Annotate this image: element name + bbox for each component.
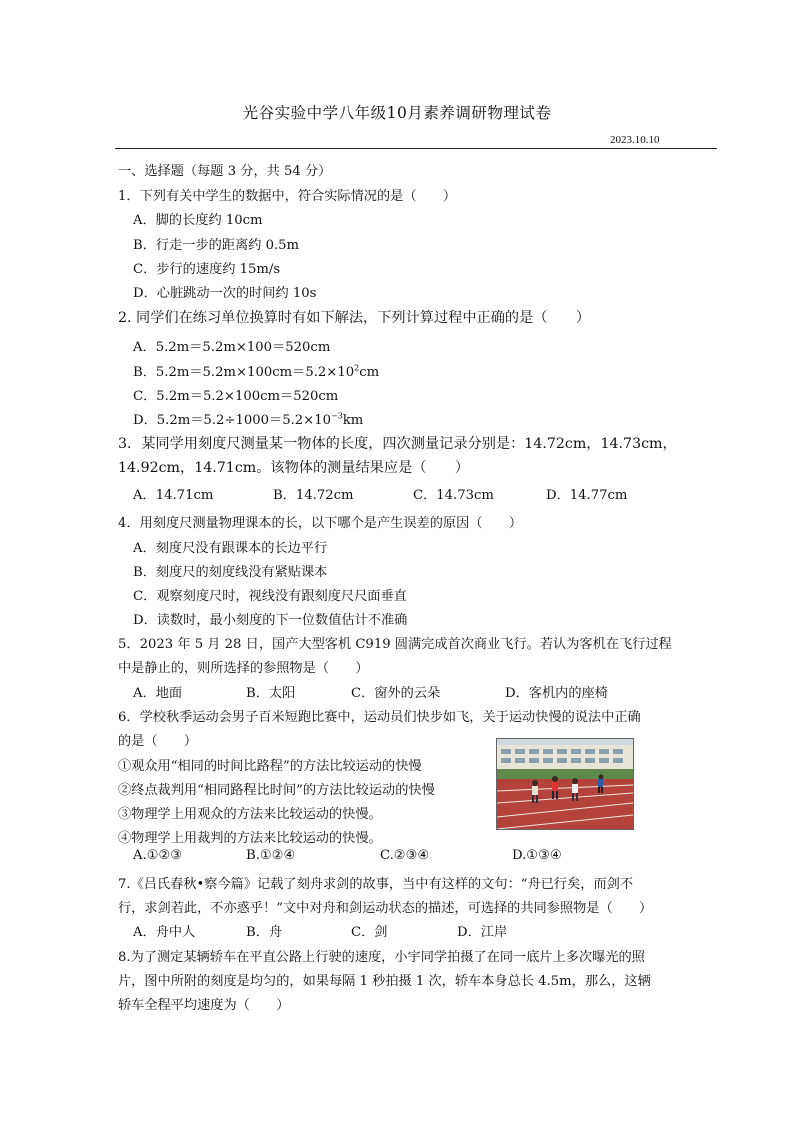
- exam-date: 2023.10.10: [610, 134, 660, 146]
- question-7-stem-line-1: 7.《吕氏春秋•察今篇》记载了刻舟求剑的故事，当中有这样的文句：“舟已行矣，而剑不: [118, 877, 634, 892]
- question-5-option-c: C．窗外的云朵: [351, 686, 441, 701]
- question-6-statement-4: ④物理学上用裁判的方法来比较运动的快慢。: [118, 831, 382, 846]
- header-rule: [115, 148, 717, 149]
- question-5-stem-line-2: 中是静止的，则所选择的参照物是（ ）: [118, 661, 369, 676]
- question-2-option-d-main: D．5.2m＝5.2÷1000＝5.2×10: [133, 413, 331, 428]
- question-6-option-a: A.①②③: [133, 848, 183, 863]
- question-8-stem-line-1: 8.为了测定某辆轿车在平直公路上行驶的速度，小宇同学拍摄了在同一底片上多次曝光的照: [118, 950, 645, 965]
- sprint-race-photo-image: [497, 739, 633, 829]
- question-4-option-b: B．刻度尺的刻度线没有紧贴课本: [133, 565, 328, 580]
- question-2-option-a: A．5.2m＝5.2m×100＝520cm: [133, 340, 331, 355]
- question-5-option-d: D．客机内的座椅: [505, 686, 608, 701]
- question-2-option-d: [133, 409, 363, 428]
- question-2-option-b-exponent: 2: [354, 363, 360, 373]
- page-title: 光谷实验中学八年级10月素养调研物理试卷: [242, 104, 552, 122]
- question-7-option-c: C．剑: [351, 925, 388, 940]
- question-6-statement-1: ①观众用“相同的时间比路程”的方法比较运动的快慢: [118, 759, 422, 774]
- question-7-option-a: A．舟中人: [133, 925, 196, 940]
- question-4-option-c: C．观察刻度尺时，视线没有跟刻度尺尺面垂直: [133, 589, 407, 604]
- question-4-stem: 4．用刻度尺测量物理课本的长，以下哪个是产生误差的原因（ ）: [118, 516, 523, 531]
- question-4-option-d: D．读数时，最小刻度的下一位数值估计不准确: [133, 613, 408, 628]
- question-2-option-c: C．5.2m＝5.2×100cm＝520cm: [133, 389, 339, 404]
- question-6-stem-line-1: 6．学校秋季运动会男子百米短跑比赛中，运动员们快步如飞，关于运动快慢的说法中正确: [118, 710, 641, 725]
- question-3-option-c: C．14.73cm: [413, 488, 494, 503]
- question-5-stem-line-1: 5．2023 年 5 月 28 日，国产大型客机 C919 圆满完成首次商业飞行。若认为客机在飞行过程: [118, 637, 672, 652]
- question-2-option-b-unit: cm: [359, 365, 380, 380]
- question-3-option-a: A．14.71cm: [133, 488, 214, 503]
- question-6-statement-3: ③物理学上用观众的方法来比较运动的快慢。: [118, 807, 382, 822]
- section-heading: 一、选择题（每题 3 分，共 54 分）: [118, 164, 332, 179]
- question-1-option-a: A．脚的长度约 10cm: [133, 213, 263, 228]
- question-5-option-b: B．太阳: [246, 686, 296, 701]
- question-1-option-b: B．行走一步的距离约 0.5m: [133, 238, 300, 253]
- question-6-stem-line-2: 的是（ ）: [118, 734, 198, 749]
- question-6-option-b: B.①②④: [246, 848, 296, 863]
- question-3-stem-line-1: 3．某同学用刻度尺测量某一物体的长度，四次测量记录分别是：14.72cm，14.73cm，: [118, 436, 677, 452]
- question-2-option-d-unit: km: [342, 413, 364, 428]
- question-3-option-d: D．14.77cm: [546, 488, 628, 503]
- question-1-option-d: D．心脏跳动一次的时间约 10s: [133, 286, 317, 301]
- question-7-option-b: B．舟: [246, 925, 283, 940]
- question-3-stem-line-2: 14.92cm，14.71cm。该物体的测量结果应是（ ）: [118, 460, 470, 476]
- question-7-option-d: D．江岸: [457, 925, 508, 940]
- question-8-stem-line-3: 轿车全程平均速度为（ ）: [118, 998, 290, 1013]
- question-7-stem-line-2: 行，求剑若此，不亦惑乎！”文中对舟和剑运动状态的描述，可选择的共同参照物是（ ）: [118, 901, 653, 916]
- question-1-option-c: C．步行的速度约 15m/s: [133, 262, 281, 277]
- question-5-option-a: A．地面: [133, 686, 183, 701]
- question-4-option-a: A．刻度尺没有跟课本的长边平行: [133, 541, 328, 556]
- question-2-option-b: [133, 361, 379, 380]
- question-2-option-d-exponent: −3: [331, 411, 343, 421]
- question-1-stem: 1．下列有关中学生的数据中，符合实际情况的是（ ）: [118, 189, 457, 204]
- question-8-stem-line-2: 片，图中所附的刻度是均匀的，如果每隔 1 秒拍摄 1 次，轿车本身总长 4.5m，那么，这辆: [118, 974, 651, 989]
- question-6-option-d: D.①③④: [512, 848, 562, 863]
- question-6-statement-2: ②终点裁判用“相同路程比时间”的方法比较运动的快慢: [118, 783, 435, 798]
- question-2-option-b-main: B．5.2m＝5.2m×100cm＝5.2×10: [133, 365, 355, 380]
- question-3-option-b: B．14.72cm: [273, 488, 354, 503]
- question-2-stem: 2. 同学们在练习单位换算时有如下解法，下列计算过程中正确的是（ ）: [118, 310, 591, 326]
- question-6-option-c: C.②③④: [380, 848, 430, 863]
- sprint-race-photo: [496, 738, 634, 830]
